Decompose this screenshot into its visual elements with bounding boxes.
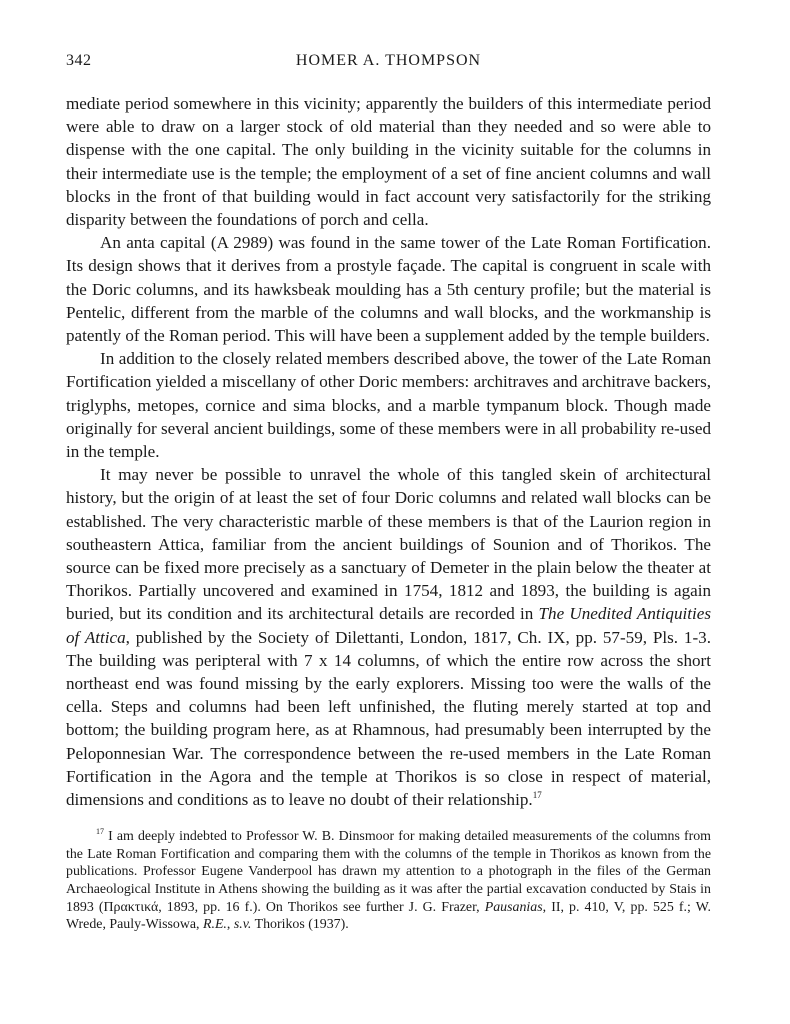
running-title: HOMER A. THOMPSON [295, 52, 482, 69]
page-number: 342 [66, 52, 92, 69]
running-head [66, 52, 711, 78]
footnote-text-1: I am deeply indebted to Professor W. B. Dinsmoor for making detailed measurements of the columns from the Late Roman Fortification and comparing them with the columns of the temple in Thorikos as known from the publications. Professor Eugene Vanderpool has drawn my attention to a photograph in the files of the German Archaeological Institute in Athens showing the building as it was after the partial excavation conducted by Stais in 1893 ( [66, 829, 711, 915]
body-text [66, 92, 711, 811]
paragraph-4-text-before: It may never be possible to unravel the whole of this tangled skein of architectural history, but the origin of at least the set of four Doric columns and related wall blocks can be established. The very characteristic marble of these members is that of the Laurion region in southeastern Attica, familiar from the ancient buildings of Sounion and of Thorikos. The source can be fixed more precisely as a sanctuary of Demeter in the plain below the theater at Thorikos. Partially uncovered and examined in 1754, 1812 and 1893, the building is again buried, but its condition and its architectural details are recorded in [66, 465, 711, 624]
page [66, 52, 711, 934]
paragraph-2: An anta capital (A 2989) was found in the same tower of the Late Roman Fortification. Its design shows that it derives from a prostyle façade. The capital is congruent in scale with the Doric columns, and its hawksbeak moulding has a 5th century profile; but the material is Pentelic, different from the marble of the columns and wall blocks, and the workmanship is patently of the Roman period. This will have been a supplement added by the temple builders. [66, 233, 711, 346]
paragraph-1: mediate period somewhere in this vicinity; apparently the builders of this intermediate period were able to draw on a larger stock of old material than they needed and so were able to dispense with the one capital. The only building in the vicinity suitable for the columns in their intermediate use is the temple; the employment of a set of fine ancient columns and wall blocks in the front of that building would in fact account very satisfactorily for the striking disparity between the foundations of porch and cella. [66, 94, 711, 230]
paragraph-4-text-after: , published by the Society of Dilettanti, London, 1817, Ch. IX, pp. 57-59, Pls. 1-3. The building was peripteral with 7 x 14 columns, of which the entire row across the short northeast end was found missing by the early explorers. Missing too were the walls of the cella. Steps and columns had been left unfinished, the fluting merely started at top and bottom; the building program here, as at Rhamnous, had presumably been interrupted by the Peloponnesian War. The correspondence between the re-used members in the Late Roman Fortification in the Agora and the temple at Thorikos is so close in respect of material, dimensions and conditions as to leave no doubt of their relationship. [66, 627, 711, 810]
footnote-pausanias: Pausanias [484, 899, 543, 915]
footnote-text-5: Thorikos (1937). [251, 917, 349, 933]
footnote-re: R.E. [202, 917, 227, 933]
footnote-text-2: , 1893, pp. 16 f.). On Thorikos see further J. G. Frazer, [158, 899, 485, 915]
book-title: The Unedited Antiquities of Attica [66, 604, 711, 647]
footnote-text-3: , II, p. 410, V, pp. 525 f.; W. Wrede, Pauly-Wissowa, [66, 899, 712, 933]
paragraph-4 [66, 463, 711, 811]
footnote-greek-title: Πρακτικά [103, 899, 159, 915]
footnote-number: 17 [96, 827, 104, 837]
footnote-reference[interactable]: 17 [532, 790, 542, 801]
paragraph-3: In addition to the closely related members described above, the tower of the Late Roman Fortification yielded a miscellany of other Doric members: architraves and architrave backers, triglyphs, metopes, cornice and sima blocks, and a marble tympanum block. Though made originally for several ancient buildings, some of these members were in all probability re-used in the temple. [66, 349, 711, 462]
footnote-text-4: , [226, 917, 234, 933]
footnote-sv: s.v. [233, 917, 252, 933]
footnote [66, 828, 711, 934]
